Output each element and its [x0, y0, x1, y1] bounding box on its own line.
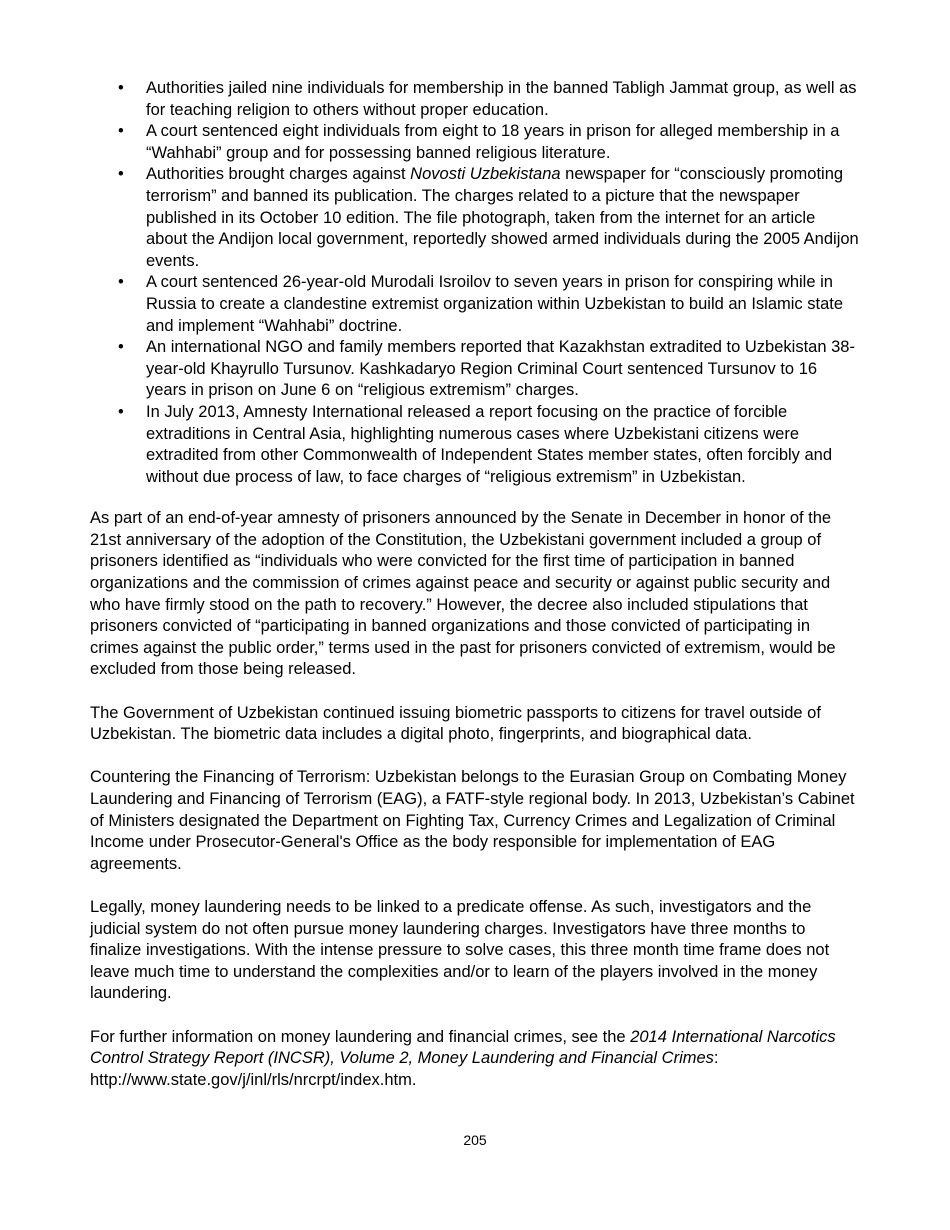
newspaper-title: Novosti Uzbekistana — [410, 165, 561, 184]
document-page — [90, 78, 860, 1113]
bullet-marker: • — [118, 79, 124, 97]
bullet-marker: • — [118, 122, 124, 141]
bullet-marker: • — [118, 338, 124, 357]
financing-heading: Countering the Financing of Terrorism: — [90, 768, 371, 787]
money-laundering-paragraph: Legally, money laundering needs to be linked to a predicate offense. As such, investigators and the judicial system do not often pursue money laundering charges. Investigators have three months to finalize investigations. With the intense pressure to solve cases, this three month time frame does not leave much time to understand the complexities and/or to learn of the players involved in the money laundering. — [90, 897, 830, 1003]
list-item-text-before: Authorities brought charges against — [146, 165, 411, 184]
list-item-text: An international NGO and family members reported that Kazakhstan extradited to Uzbekistan 38-year-old Khayrullo Tursunov. Kashkadaryo Region Criminal Court sentenced Tursunov to 16 years in prison on June 6 on “religious extremism” charges. — [146, 338, 855, 400]
further-info-text: For further information on money laundering and financial crimes, see the — [90, 1027, 631, 1046]
bullet-marker: • — [118, 273, 124, 292]
list-item-text: A court sentenced 26-year-old Murodali Isroilov to seven years in prison for conspiring while in Russia to create a clandestine extremist organization within Uzbekistan to build an Islamic state and implement “Wahhabi” doctrine. — [146, 273, 844, 335]
financing-paragraph — [90, 767, 860, 875]
list-item — [118, 402, 860, 488]
further-info-paragraph — [90, 1027, 860, 1092]
report-title: 2014 International Narcotics Control Strategy Report (INCSR), Volume 2, Money Laundering and Financial Crimes — [90, 1027, 836, 1068]
list-item — [118, 164, 860, 272]
page-number: 205 — [463, 1132, 487, 1148]
list-item — [118, 337, 860, 402]
bullet-marker: • — [118, 165, 124, 184]
bullet-marker: • — [118, 402, 124, 421]
list-item-text: A court sentenced eight individuals from eight to 18 years in prison for alleged membership in a “Wahhabi” group and for possessing banned religious literature. — [146, 122, 840, 162]
amnesty-paragraph: As part of an end-of-year amnesty of prisoners announced by the Senate in December in honor of the 21st anniversary of the adoption of the Constitution, the Uzbekistani government included a group of prisoners identified as “individuals who were convicted for the first time of participation in banned organizations and the commission of crimes against peace and security or against public security and who have firmly stood on the path to recovery.” However, the decree also included stipulations that prisoners convicted of “participating in banned organizations and those convicted of participating in crimes against the public order,” terms used in the past for prisoners convicted of extremism, would be excluded from those being released. — [90, 509, 836, 679]
list-item — [118, 272, 860, 337]
list-item — [118, 78, 860, 121]
report-url: : http://www.state.gov/j/inl/rls/nrcrpt/index.htm. — [90, 1049, 719, 1089]
list-item — [118, 121, 860, 164]
list-item-text: In July 2013, Amnesty International released a report focusing on the practice of forcible extraditions in Central Asia, highlighting numerous cases where Uzbekistani citizens were extradited from other Commonwealth of Independent States member states, often forcibly and without due process of law, to face charges of “religious extremism” in Uzbekistan. — [146, 402, 833, 486]
financing-body: Uzbekistan belongs to the Eurasian Group on Combating Money Laundering and Financing of Terrorism (EAG), a FATF-style regional body. In 2013, Uzbekistan’s Cabinet of Ministers designated the Department on Fighting Tax, Currency Crimes and Legalization of Criminal Income under Prosecutor-General's Office as the body responsible for implementation of EAG agreements. — [90, 768, 855, 873]
biometric-paragraph: The Government of Uzbekistan continued issuing biometric passports to citizens for travel outside of Uzbekistan. The biometric data includes a digital photo, fingerprints, and biographical data. — [90, 703, 821, 744]
list-item-text-after: newspaper for “consciously promoting terrorism” and banned its publication. The charges related to a picture that the newspaper published in its October 10 edition. The file photograph, taken from the internet for an article about the Andijon local government, reportedly showed armed individuals during the 2005 Andijon events. — [146, 165, 859, 270]
incident-bullet-list — [90, 78, 860, 488]
list-item-text: Authorities jailed nine individuals for membership in the banned Tabligh Jammat group, as well as for teaching religion to others without proper education. — [146, 79, 857, 119]
